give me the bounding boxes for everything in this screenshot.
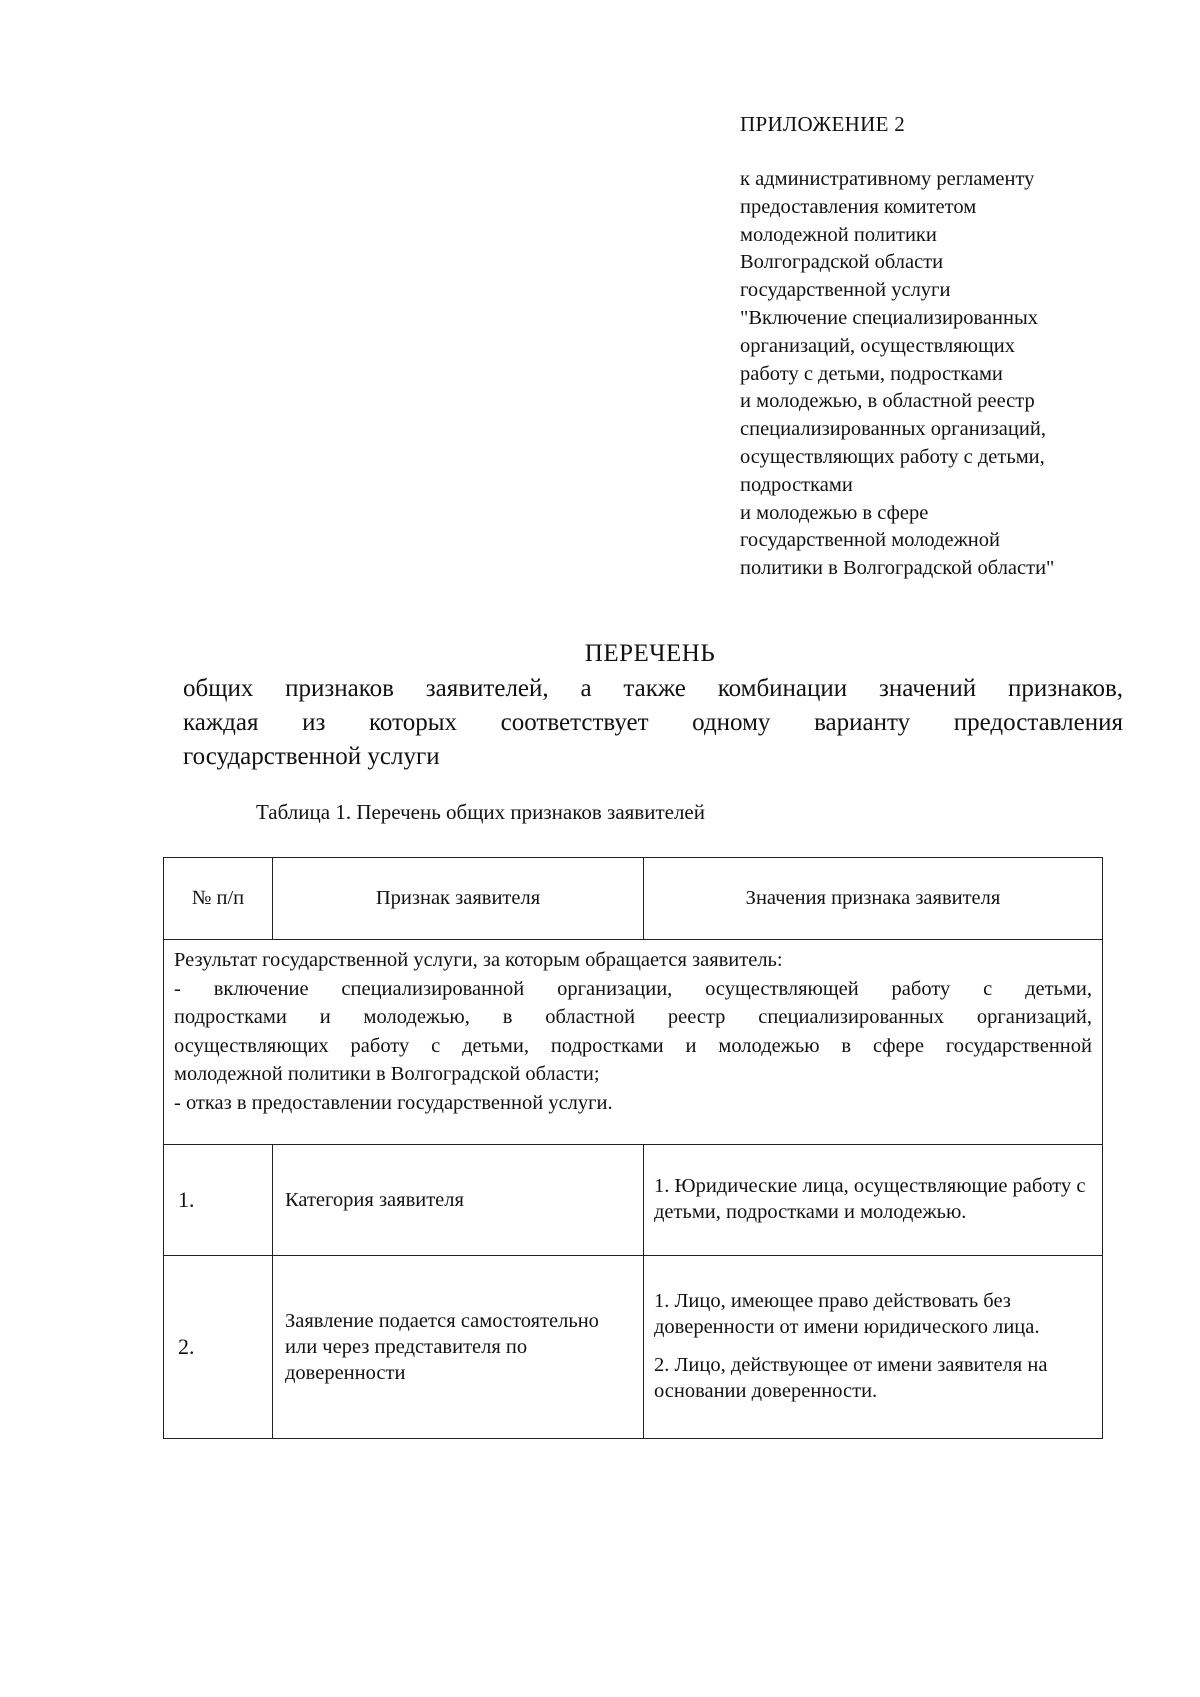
- attribute-value: 2. Лицо, действующее от имени заявителя на основании доверенности.: [654, 1354, 1048, 1402]
- row-number: 2.: [164, 1256, 273, 1439]
- header-values: Значения признака заявителя: [644, 858, 1103, 940]
- applicant-criteria-table: [163, 857, 1103, 1439]
- row-attribute: Категория заявителя: [273, 1145, 644, 1256]
- appendix-line: работу с детьми, подростками: [740, 362, 1003, 385]
- result-line: осуществляющих работу с детьми, подростками и молодежью в сфере государственной: [174, 1034, 1092, 1057]
- attribute-value: 1. Юридические лица, осуществляющие работу с детьми, подростками и молодежью.: [654, 1175, 1086, 1223]
- table-header-row: [164, 858, 1103, 940]
- appendix-line: Волгоградской области: [740, 251, 944, 274]
- document-subtitle: [183, 672, 1123, 774]
- appendix-line: государственной молодежной: [740, 529, 1000, 552]
- result-line: молодежной политики в Волгоградской области;: [174, 1063, 600, 1085]
- subtitle-line: каждая из которых соответствует одному варианту предоставления: [183, 709, 1123, 736]
- result-row: [164, 940, 1103, 1145]
- result-line: - отказ в предоставлении государственной услуги.: [174, 1091, 613, 1114]
- appendix-title: ПРИЛОЖЕНИЕ 2: [740, 112, 906, 136]
- appendix-line: осуществляющих работу с детьми,: [740, 445, 1045, 468]
- row-number: 1.: [164, 1145, 273, 1256]
- appendix-text: [740, 166, 1170, 583]
- header-attribute: Признак заявителя: [273, 858, 644, 940]
- appendix-line: "Включение специализированных: [740, 306, 1038, 329]
- table-row: [164, 1256, 1103, 1439]
- result-line: - включение специализированной организации, осуществляющей работу с детьми,: [174, 977, 1092, 1000]
- attribute-value: 1. Лицо, имеющее право действовать без доверенности от имени юридического лица.: [654, 1290, 1040, 1338]
- table-row: [164, 1145, 1103, 1256]
- subtitle-line: общих признаков заявителей, а также комбинации значений признаков,: [183, 675, 1123, 702]
- row-attribute: Заявление подается самостоятельно или через представителя по доверенности: [273, 1256, 644, 1439]
- appendix-line: молодежной политики: [740, 223, 937, 246]
- service-result-cell: [164, 940, 1103, 1145]
- row-values: [644, 1256, 1103, 1439]
- appendix-line: специализированных организаций,: [740, 418, 1046, 441]
- appendix-line: к административному регламенту: [740, 168, 1035, 190]
- appendix-line: организаций, осуществляющих: [740, 334, 1015, 357]
- result-line: Результат государственной услуги, за которым обращается заявитель:: [174, 949, 783, 971]
- table-caption: Таблица 1. Перечень общих признаков заявителей: [256, 800, 705, 824]
- appendix-line: и молодежью в сфере: [740, 501, 929, 524]
- appendix-line: предоставления комитетом: [740, 195, 977, 218]
- appendix-line: и молодежью, в областной реестр: [740, 390, 1035, 413]
- header-number: № п/п: [164, 858, 273, 940]
- result-line: подростками и молодежью, в областной реестр специализированных организаций,: [174, 1006, 1092, 1028]
- subtitle-line: государственной услуги: [183, 743, 440, 770]
- appendix-line: государственной услуги: [740, 279, 951, 302]
- document-title: ПЕРЕЧЕНЬ: [584, 640, 716, 667]
- appendix-line: политики в Волгоградской области": [740, 557, 1055, 580]
- row-values: [644, 1145, 1103, 1256]
- appendix-line: подростками: [740, 473, 853, 496]
